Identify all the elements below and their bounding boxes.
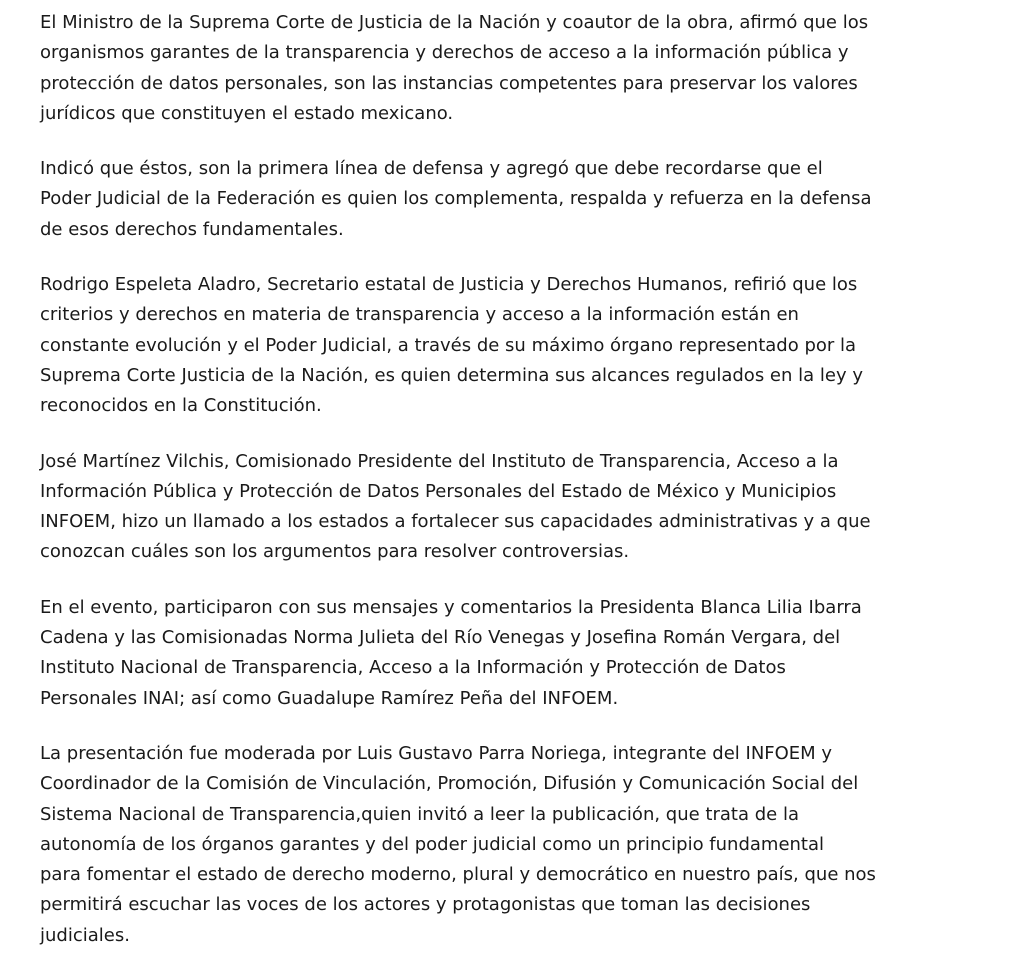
paragraph-moderacion: La presentación fue moderada por Luis Gustavo Parra Noriega, integrante del INFOEM y Coordinador de la Comisión de Vinculación, Promoción, Difusión y Comunicación Social del Sistema Nacional de Transparencia,quien invitó a leer la publicación, que trata de la autonomía de los órganos garantes y del poder judicial como un principio fundamental para fomentar el estado de derecho moderno, plural y democrático en nuestro país, que nos permitirá escuchar las voces de los actores y protagonistas que toman las decisiones judiciales. [40,742,876,946]
article-body [40,8,988,951]
paragraph-evento: En el evento, participaron con sus mensajes y comentarios la Presidenta Blanca Lilia Ibarra Cadena y las Comisionadas Norma Julieta del Río Venegas y Josefina Román Vergara, del Instituto Nacional de Transparencia, Acceso a la Información y Protección de Datos Personales INAI; así como Guadalupe Ramírez Peña del INFOEM. [40,596,862,709]
paragraph-primera-linea: Indicó que éstos, son la primera línea de defensa y agregó que debe recordarse que el Poder Judicial de la Federación es quien los complementa, respalda y refuerza en la defensa de esos derechos fundamentales. [40,158,872,240]
paragraph-espeleta: Rodrigo Espeleta Aladro, Secretario estatal de Justicia y Derechos Humanos, refirió que los criterios y derechos en materia de transparencia y acceso a la información están en constante evolución y el Poder Judicial, a través de su máximo órgano representado por la Suprema Corte Justicia de la Nación, es quien determina sus alcances regulados en la ley y reconocidos en la Constitución. [40,274,863,417]
paragraph-ministro: El Ministro de la Suprema Corte de Justicia de la Nación y coautor de la obra, afirmó que los organismos garantes de la transparencia y derechos de acceso a la información pública y protección de datos personales, son las instancias competentes para preservar los valores jurídicos que constituyen el estado mexicano. [40,12,869,124]
paragraph-martinez: José Martínez Vilchis, Comisionado Presidente del Instituto de Transparencia, Acceso a la Información Pública y Protección de Datos Personales del Estado de México y Municipios INFOEM, hizo un llamado a los estados a fortalecer sus capacidades administrativas y a que conozcan cuáles son los argumentos para resolver controversias. [40,450,871,563]
